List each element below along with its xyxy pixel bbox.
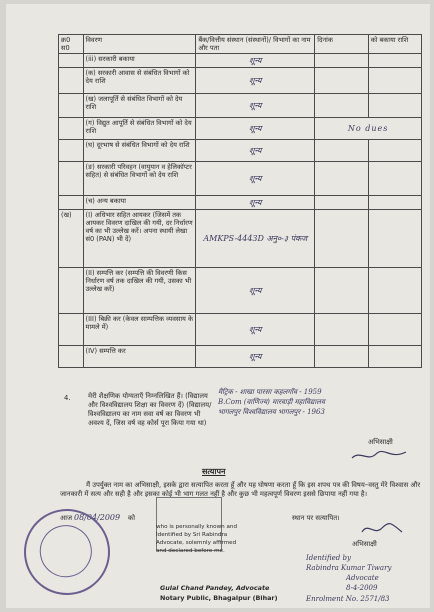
table-header-row	[59, 35, 422, 54]
item-4-text: मेरी शैक्षणिक योग्यताएँ निम्नलिखित हैं। (विद्यालय और विश्वविद्यालय शिक्षा का विवरण दें) (विद्यालय/विश्वविद्यालय का नाम सवा वर्ष का विवरण भी अवश्य दें, जिस वर्ष वह कोर्स पूरा किया गया था)	[88, 392, 212, 427]
verification-place-suffix: स्थान पर सत्यापित।	[292, 514, 340, 522]
education-line-3: भागलपुर विश्वविद्यालय भागलपुर - 1963	[218, 408, 325, 416]
education-line-2: B.Com (वाणिज्य) मारवाड़ी महाविद्यालय	[218, 398, 325, 406]
row-label: (च) अन्य बकाया	[83, 196, 196, 210]
row-label: (ख) जलापूर्ति से संबंधित विभागों को देय राशि	[83, 94, 196, 118]
row-handwritten: शून्य	[196, 314, 315, 346]
identity-line-1: who is personally known and	[156, 524, 237, 530]
enrolment-number: Enrolment No. 2571/83	[306, 595, 390, 603]
notary-seal-inner	[35, 520, 97, 582]
col-header-particulars: विवरण	[83, 35, 196, 54]
col-header-date: दिनांक	[315, 35, 368, 54]
row-label: (I) अधिभार सहित आयकर (जिसमें तक आयकर विवरण दाखिल की गयी, दर निर्धारण वर्ष का भी उल्लेख करें। अपना स्थायी लेखा सं0 (PAN) भी दें)	[83, 210, 196, 268]
pan-handwritten: AMKPS-4443D अनु०-३ पंकज	[196, 210, 315, 268]
signature-mark	[350, 448, 410, 464]
table-row	[59, 68, 422, 94]
table-row	[59, 140, 422, 162]
notary-name: Gulal Chand Pandey, Advocate	[160, 584, 270, 592]
row-handwritten: शून्य	[196, 94, 315, 118]
row-handwritten: शून्य	[196, 196, 315, 210]
item-4-number: 4.	[64, 394, 71, 402]
row-handwritten: शून्य	[196, 346, 315, 368]
identity-line-2: Identified by Sri Rabindra	[156, 532, 228, 538]
identified-by-line-2: Rabindra Kumar Tiwary	[306, 564, 392, 572]
row-handwritten: शून्य	[196, 54, 315, 68]
row-handwritten: शून्य	[196, 68, 315, 94]
col-header-amount: को बकाया राशि	[368, 35, 421, 54]
verification-date-suffix: को	[128, 514, 135, 522]
no-dues-note: No dues	[315, 118, 422, 140]
row-label: (iii) सरकारी बकाया	[83, 54, 196, 68]
row-handwritten: शून्य	[196, 268, 315, 314]
table-row	[59, 314, 422, 346]
identified-by-line-1: Identified by	[306, 554, 351, 562]
education-line-1: मैट्रिक - शाखा पारसा कहलगाँव - 1959	[218, 388, 322, 396]
identified-by-line-3: Advocate	[346, 574, 379, 582]
table-row	[59, 268, 422, 314]
table-row	[59, 118, 422, 140]
row-label: (ग) विद्युत आपूर्ति से संबंधित विभागों को देय राशि	[83, 118, 196, 140]
table-row	[59, 162, 422, 196]
deponent-signature-2	[360, 520, 404, 540]
row-handwritten: शून्य	[196, 162, 315, 196]
verification-title: सत्यापन	[202, 467, 226, 476]
section-number: (ख)	[59, 210, 84, 268]
col-header-bank: बैंक/वित्तीय संस्थान (संस्थानों)/ विभागों का नाम और पता	[196, 35, 315, 54]
row-label: (क) सरकारी आवास से संबंधित विभागों को देय राशि	[83, 68, 196, 94]
col-header-no: क्र0 स0	[59, 35, 84, 54]
table-row	[59, 54, 422, 68]
verification-date-prefix: आज	[60, 514, 72, 522]
deponent-signature-1	[350, 448, 410, 465]
document-page	[6, 4, 430, 608]
row-label: (घ) दूरभाष से संबंधित विभागों को देय राशि	[83, 140, 196, 162]
signature-mark	[360, 520, 404, 538]
table-row	[59, 346, 422, 368]
table-row	[59, 94, 422, 118]
row-label: (II) सम्पत्ति कर (सम्पत्ति की विवरणी किस निर्धारण वर्ष तक दाखिल की गयी, उसका भी उल्लेख करें)	[83, 268, 196, 314]
identified-by-line-4: 8-4-2009	[346, 584, 378, 592]
table-row	[59, 210, 422, 268]
dues-table	[58, 34, 422, 368]
row-handwritten: शून्य	[196, 118, 315, 140]
notary-place: Notary Public, Bhagalpur (Bihar)	[160, 594, 278, 602]
deponent-label-2: अभिसाक्षी	[352, 540, 377, 548]
row-label: (ङ) सरकारी परिवहन (वायुयान व हेलिकॉप्टर सहित) से संबंधित विभागों को देय राशि	[83, 162, 196, 196]
verification-body: मैं उपर्युक्त नाम का अभिसाक्षी, इसके द्वारा सत्यापित करता हूँ और यह घोषणा करता हूँ कि इस शपथ पत्र की विषय–वस्तु मेरे विश्वास और जानकारी में सत्य और सही है और इसका कोई भी भाग गलत नहीं है और कुछ भी महत्वपूर्ण विवरण इससे छिपाया नहीं गया है।	[60, 481, 421, 498]
row-handwritten: शून्य	[196, 140, 315, 162]
row-label: (III) बिक्री कर (केवल साम्पत्तिक व्यवसाय के मामले में)	[83, 314, 196, 346]
identity-line-4: and declared before me.	[156, 548, 225, 554]
row-label: (IV) सम्पत्ति कर	[83, 346, 196, 368]
verification-date: 08/04/2009	[74, 513, 121, 522]
identity-line-3: Advocate, solemnly affirmed	[156, 540, 237, 546]
table-row	[59, 196, 422, 210]
deponent-label-1: अभिसाक्षी	[368, 438, 393, 446]
